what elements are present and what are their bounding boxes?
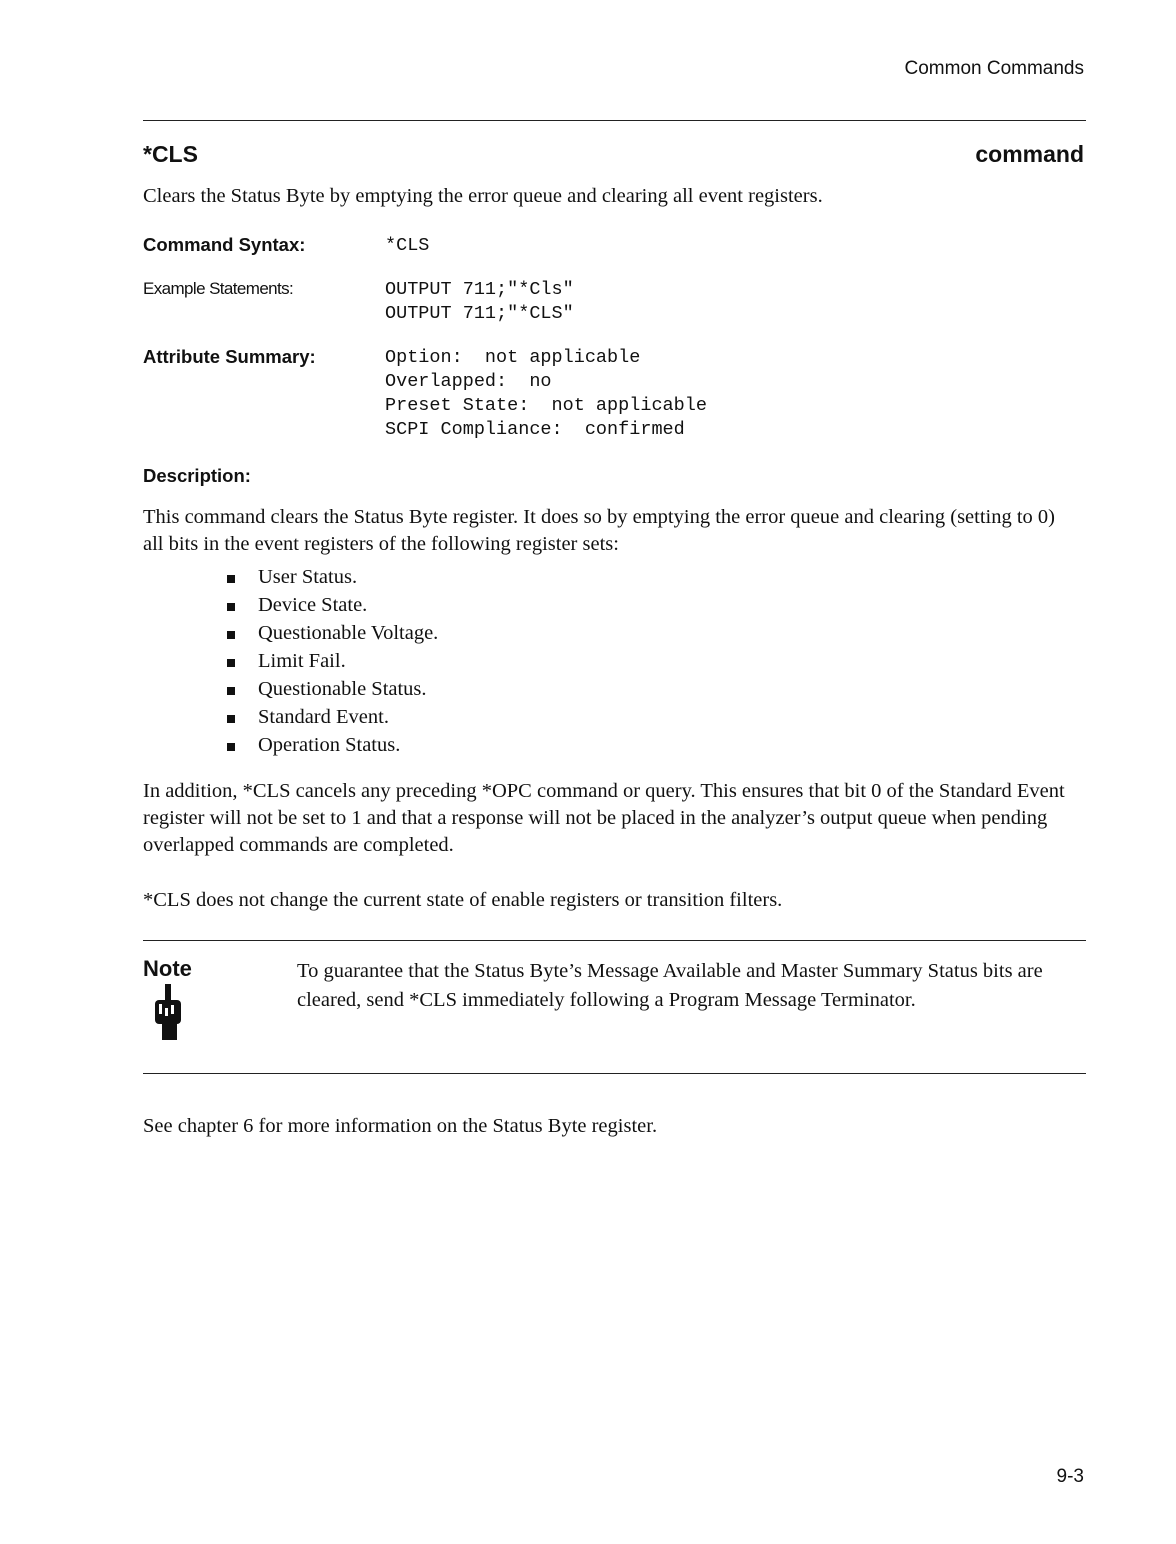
note-title: Note [143, 956, 192, 981]
bullet-icon [227, 575, 235, 583]
running-head: Common Commands [904, 58, 1084, 79]
list-item: Standard Event. [227, 703, 438, 731]
bullet-icon [227, 687, 235, 695]
bullet-icon [227, 603, 235, 611]
see-also: See chapter 6 for more information on the Status Byte register. [143, 1115, 658, 1137]
syntax-label: Command Syntax: [143, 234, 306, 255]
pointing-hand-icon [150, 984, 190, 1042]
attributes-label: Attribute Summary: [143, 346, 316, 367]
list-item: Questionable Status. [227, 675, 438, 703]
examples-label: Example Statements: [143, 279, 294, 298]
list-item: Device State. [227, 591, 438, 619]
note-bottom-divider [143, 1073, 1086, 1074]
note-text: To guarantee that the Status Byte’s Message Available and Master Summary Status bits are cleared, send *CLS immediately following a Program Message Terminator. [297, 960, 1043, 1011]
list-item: Operation Status. [227, 731, 438, 759]
bullet-icon [227, 743, 235, 751]
syntax-value: *CLS [385, 235, 430, 256]
list-item: Questionable Voltage. [227, 619, 438, 647]
bullet-icon [227, 631, 235, 639]
example-line: OUTPUT 711;"*CLS" [385, 303, 574, 324]
bullet-icon [227, 715, 235, 723]
attribute-line: Overlapped: no [385, 371, 552, 392]
bullet-icon [227, 659, 235, 667]
list-item: Limit Fail. [227, 647, 438, 675]
attribute-line: Option: not applicable [385, 347, 641, 368]
page-number: 9-3 [1056, 1466, 1084, 1487]
enable-registers-paragraph: *CLS does not change the current state of enable registers or transition filters. [143, 889, 783, 911]
attribute-line: SCPI Compliance: confirmed [385, 419, 685, 440]
description-intro: This command clears the Status Byte register. It does so by emptying the error queue and clearing (setting to 0) all bits in the event registers of the following register sets: [143, 506, 1056, 555]
note-top-divider [143, 940, 1086, 941]
command-type: command [975, 141, 1084, 167]
list-item: User Status. [227, 563, 438, 591]
register-set-list [227, 563, 438, 759]
example-line: OUTPUT 711;"*Cls" [385, 279, 574, 300]
command-summary: Clears the Status Byte by emptying the error queue and clearing all event registers. [143, 185, 823, 207]
top-divider [143, 120, 1086, 121]
description-label: Description: [143, 465, 251, 486]
attribute-line: Preset State: not applicable [385, 395, 707, 416]
command-name: *CLS [143, 141, 198, 167]
opc-paragraph: In addition, *CLS cancels any preceding *OPC command or query. This ensures that bit 0 of the Standard Event register will not be set to 1 and that a response will not be placed in the analyzer’s output queue when pending overlapped commands are completed. [143, 780, 1065, 856]
